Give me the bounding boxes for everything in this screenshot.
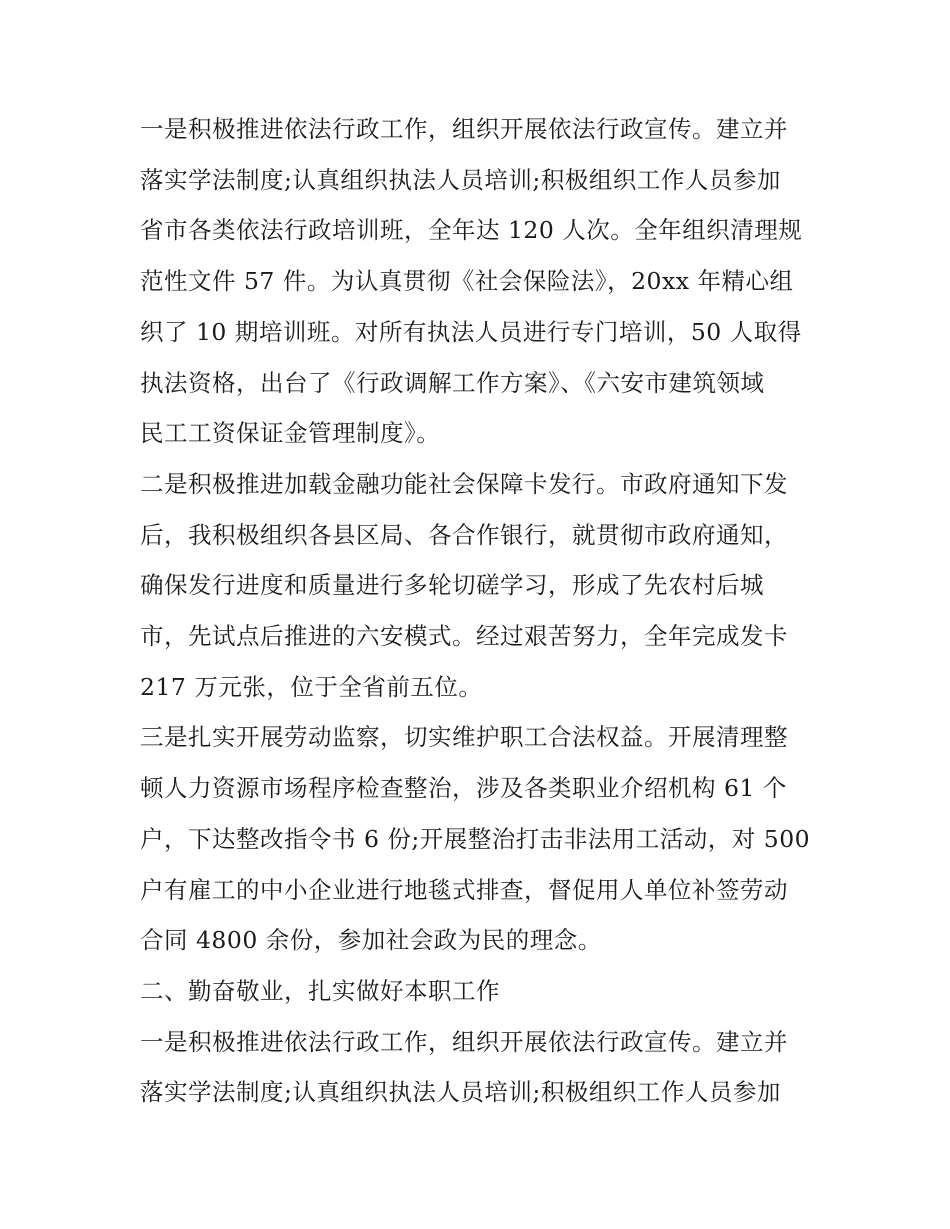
text-line: 三是扎实开展劳动监察，切实维护职工合法权益。开展清理整	[140, 723, 788, 752]
text-line: 范性文件 57 件。为认真贯彻《社会保险法》，20xx 年精心组	[140, 267, 794, 296]
text-line: 落实学法制度;认真组织执法人员培训;积极组织工作人员参加	[140, 165, 781, 194]
text-line: 一是积极推进依法行政工作，组织开展依法行政宣传。建立并	[140, 115, 788, 143]
document-body	[140, 104, 820, 1118]
text-line: 一是积极推进依法行政工作，组织开展依法行政宣传。建立并	[140, 1027, 788, 1056]
text-line: 顿人力资源市场程序检查整治，涉及各类职业介绍机构 61 个	[140, 774, 787, 803]
section-heading	[140, 966, 820, 1017]
paragraph-labor-supervision	[140, 712, 820, 966]
text-line: 217 万元张，位于全省前五位。	[140, 672, 483, 701]
text-line: 二是积极推进加载金融功能社会保障卡发行。市政府通知下发	[140, 469, 788, 498]
text-line: 民工工资保证金管理制度》。	[140, 419, 441, 448]
text-line: 户有雇工的中小企业进行地毯式排查，督促用人单位补签劳动	[140, 875, 788, 904]
text-line: 确保发行进度和质量进行多轮切磋学习，形成了先农村后城	[140, 571, 764, 600]
text-line: 织了 10 期培训班。对所有执法人员进行专门培训，50 人取得	[140, 317, 802, 346]
text-line: 省市各类依法行政培训班，全年达 120 人次。全年组织清理规	[140, 216, 803, 245]
text-line: 市，先试点后推进的六安模式。经过艰苦努力，全年完成发卡	[140, 622, 788, 651]
text-line: 执法资格，出台了《行政调解工作方案》、《六安市建筑领域	[140, 368, 765, 397]
text-line: 落实学法制度;认真组织执法人员培训;积极组织工作人员参加	[140, 1078, 781, 1107]
text-line: 合同 4800 余份，参加社会政为民的理念。	[140, 926, 602, 955]
text-line: 后，我积极组织各县区局、各合作银行，就贯彻市政府通知，	[140, 520, 788, 549]
paragraph-legal-administration-repeat	[140, 1017, 820, 1118]
text-line: 户，下达整改指令书 6 份;开展整治打击非法用工活动，对 500	[140, 824, 811, 853]
paragraph-legal-administration	[140, 104, 820, 459]
text-line: 二、勤奋敬业，扎实做好本职工作	[140, 976, 500, 1005]
paragraph-social-security-card	[140, 459, 820, 713]
